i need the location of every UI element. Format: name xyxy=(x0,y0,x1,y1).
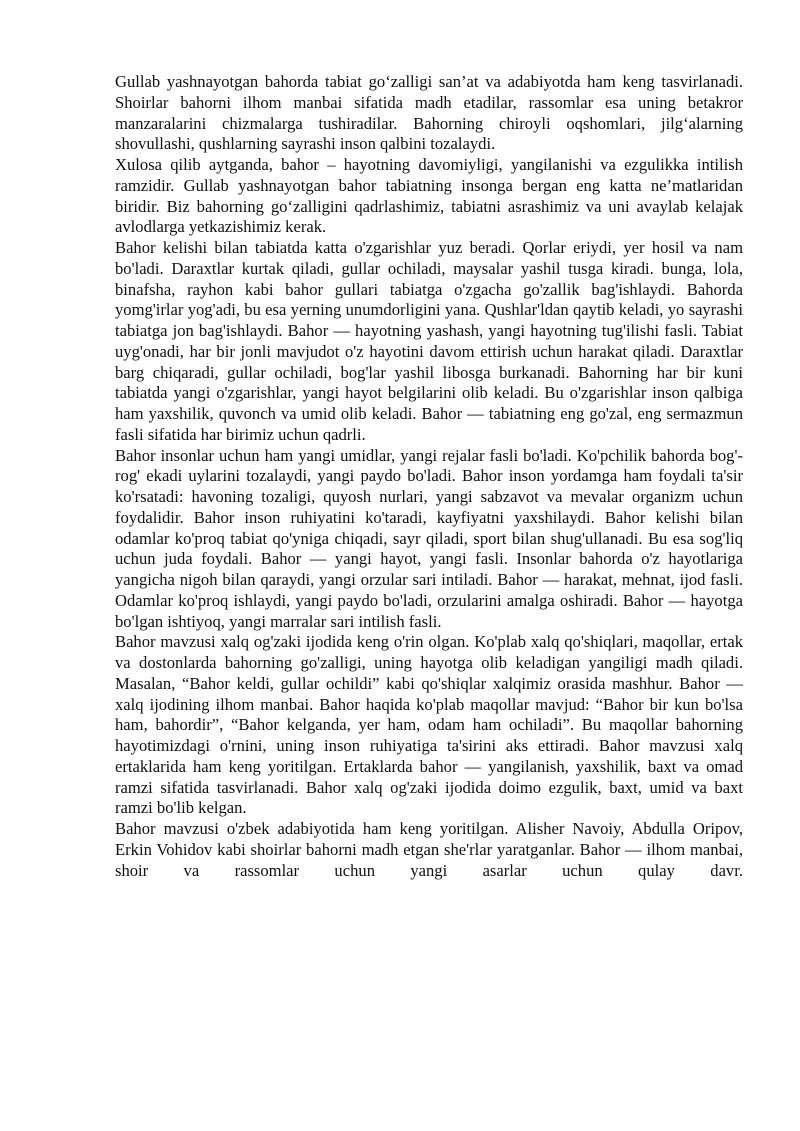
paragraph-art-and-literature: Gullab yashnayotgan bahorda tabiat go‘zalligi san’at va adabiyotda ham keng tasvirlanadi. Shoirlar bahorni ilhom manbai sifatida madh etadilar, rassomlar esa uning betakror manzaralarini chizmalarga tushiradilar. Bahorning chiroyli oqshomlari, jilg‘alarning shovullashi, qushlarning sayrashi inson qalbini tozalaydi. xyxy=(115,72,743,154)
document-page xyxy=(115,72,743,881)
paragraph-conclusion: Xulosa qilib aytganda, bahor – hayotning davomiyligi, yangilanishi va ezgulikka intilish ramzidir. Gullab yashnayotgan bahor tabiatning insonga bergan eng katta ne’matlaridan biridir. Biz bahorning go‘zalligini qadrlashimiz, tabiatni asrashimiz va uni avaylab kelajak avlodlarga yetkazishimiz kerak. xyxy=(115,155,743,237)
paragraph-folklore: Bahor mavzusi xalq og'zaki ijodida keng o'rin olgan. Ko'plab xalq qo'shiqlari, maqollar, ertak va dostonlarda bahorning go'zalligi, uning hayotga olib keladigan yangiligi madh qiladi. Masalan, “Bahor keldi, gullar ochildi” kabi qo'shiqlar xalqimiz orasida mashhur. Bahor — xalq ijodining ilhom manbai. Bahor haqida ko'plab maqollar mavjud: “Bahor bir kun bo'lsa ham, bahordir”, “Bahor kelganda, yer ham, odam ham ochiladi”. Bu maqollar bahorning hayotimizdagi o'rnini, uning inson ruhiyatiga ta'sirini aks ettiradi. Bahor mavzusi xalq ertaklarida ham keng yoritilgan. Ertaklarda bahor — yangilanish, yaxshilik, baxt va omad ramzi sifatida tasvirlanadi. Bahor xalq og'zaki ijodida doimo ezgulik, baxt, umid va baxt ramzi bo'lib kelgan. xyxy=(115,632,743,818)
paragraph-people-hopes: Bahor insonlar uchun ham yangi umidlar, yangi rejalar fasli bo'ladi. Ko'pchilik bahorda bog'-rog' ekadi uylarini tozalaydi, yangi paydo bo'ladi. Bahor inson yordamga ham foydali ta'sir ko'rsatadi: havoning tozaligi, quyosh nurlari, yangi sabzavot va mevalar organizm uchun foydalidir. Bahor inson ruhiyatini ko'taradi, kayfiyatni yaxshilaydi. Bahor kelishi bilan odamlar ko'proq tabiat qo'yniga chiqadi, sayr qiladi, sport bilan shug'ullanadi. Bu esa sog'liq uchun juda foydali. Bahor — yangi hayot, yangi fasli. Insonlar bahorda o'z hayotlariga yangicha nigoh bilan qaraydi, yangi orzular sari intiladi. Bahor — harakat, mehnat, ijod fasli. Odamlar ko'proq ishlaydi, yangi paydo bo'ladi, orzularini amalga oshiradi. Bahor — hayotga bo'lgan ishtiyoq, yangi marralar sari intilish fasli. xyxy=(115,445,743,631)
paragraph-nature-changes: Bahor kelishi bilan tabiatda katta o'zgarishlar yuz beradi. Qorlar eriydi, yer hosil va nam bo'ladi. Daraxtlar kurtak qiladi, gullar ochiladi, maysalar yashil tusga kiradi. bunga, lola, binafsha, rayhon kabi bahor gullari tabiatga o'zgacha go'zallik bag'ishlaydi. Bahorda yomg'irlar yog'adi, bu esa yerning unumdorligini yana. Qushlar'ldan qaytib keladi, yo sayrashi tabiatga jon bag'ishlaydi. Bahor — hayotning yashash, yangi hayotning tug'ilishi fasli. Tabiat uyg'onadi, har bir jonli mavjudot o'z hayotini davom ettirish uchun harakat qiladi. Daraxtlar barg chiqaradi, gullar ochiladi, bog'lar yashil libosga burkanadi. Bahorning har bir kuni tabiatda yangi o'zgarishlar, yangi hayot belgilarini olib keladi. Bu o'zgarishlar inson qalbiga ham yaxshilik, quvonch va umid olib keladi. Bahor — tabiatning eng go'zal, eng sermazmun fasli sifatida har birimiz uchun qadrli. xyxy=(115,238,743,444)
paragraph-uzbek-literature: Bahor mavzusi o'zbek adabiyotida ham keng yoritilgan. Alisher Navoiy, Abdulla Oripov, Erkin Vohidov kabi shoirlar bahorni madh etgan she'rlar yaratganlar. Bahor — ilhom manbai, shoir va rassomlar uchun yangi asarlar uchun qulay davr. xyxy=(115,819,743,880)
